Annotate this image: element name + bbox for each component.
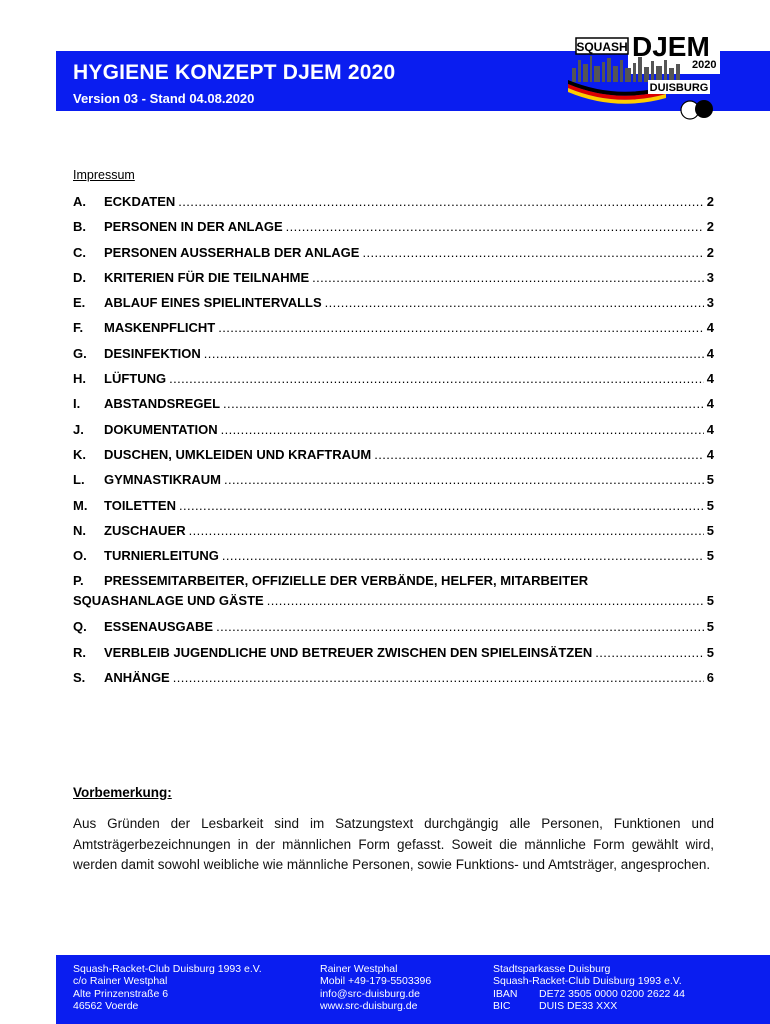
djem-duisburg-logo xyxy=(566,30,720,120)
toc-entry[interactable]: P. PRESSEMITARBEITER, OFFIZIELLE DER VERBÄNDE, HELFER, MITARBEITER SQUASHANLAGE UND GÄSTE ..... 5 xyxy=(73,573,714,613)
toc-entry[interactable]: O. TURNIERLEITUNG ..... 5 xyxy=(73,548,714,573)
svg-text:SQUASH: SQUASH xyxy=(576,40,628,54)
toc-entry[interactable]: E. ABLAUF EINES SPIELINTERVALLS ..... 3 xyxy=(73,295,714,320)
toc-entry[interactable]: M. TOILETTEN ..... 5 xyxy=(73,498,714,523)
toc-entry[interactable]: J. DOKUMENTATION ..... 4 xyxy=(73,422,714,447)
footer-club-address: Squash-Racket-Club Duisburg 1993 e.V. c/o Rainer Westphal Alte Prinzenstraße 6 46562 Voerde xyxy=(73,963,262,1013)
toc-entry[interactable]: K. DUSCHEN, UMKLEIDEN UND KRAFTRAUM ..... 4 xyxy=(73,447,714,472)
toc-entry[interactable]: S. ANHÄNGE ..... 6 xyxy=(73,670,714,695)
footer-email-link[interactable]: info@src-duisburg.de xyxy=(320,987,420,1000)
footer-banner xyxy=(56,955,770,1024)
footer-website-link[interactable]: www.src-duisburg.de xyxy=(320,1000,418,1013)
footer-contact: Rainer Westphal Mobil +49-179-5503396 info@src-duisburg.de www.src-duisburg.de xyxy=(320,963,432,1013)
table-of-contents xyxy=(73,194,714,695)
svg-text:DUISBURG: DUISBURG xyxy=(649,82,709,94)
toc-entry[interactable]: I. ABSTANDSREGEL ..... 4 xyxy=(73,396,714,421)
toc-entry[interactable]: L. GYMNASTIKRAUM ..... 5 xyxy=(73,472,714,497)
toc-entry[interactable]: H. LÜFTUNG ..... 4 xyxy=(73,371,714,396)
toc-entry[interactable]: N. ZUSCHAUER ..... 5 xyxy=(73,523,714,548)
document-version: Version 03 - Stand 04.08.2020 xyxy=(73,91,255,106)
impressum-link[interactable]: Impressum xyxy=(73,168,135,182)
toc-entry[interactable]: D. KRITERIEN FÜR DIE TEILNAHME ..... 3 xyxy=(73,270,714,295)
svg-text:DJEM: DJEM xyxy=(632,31,710,62)
toc-entry[interactable]: C. PERSONEN AUSSERHALB DER ANLAGE ..... 2 xyxy=(73,245,714,270)
toc-entry[interactable]: R. VERBLEIB JUGENDLICHE UND BETREUER ZWISCHEN DEN SPIELEINSÄTZEN ..... 5 xyxy=(73,645,714,670)
toc-entry[interactable]: Q. ESSENAUSGABE ..... 5 xyxy=(73,619,714,644)
document-title: HYGIENE KONZEPT DJEM 2020 xyxy=(73,61,396,84)
toc-entry[interactable]: F. MASKENPFLICHT ..... 4 xyxy=(73,320,714,345)
toc-entry[interactable]: G. DESINFEKTION ..... 4 xyxy=(73,346,714,371)
vorbemerkung-heading: Vorbemerkung: xyxy=(73,785,172,800)
footer-bank-details: Stadtsparkasse Duisburg Squash-Racket-Club Duisburg 1993 e.V. IBAN DE72 3505 0000 0200 2622 44 BIC DUIS DE33 XXX xyxy=(493,963,685,1013)
toc-entry[interactable]: B. PERSONEN IN DER ANLAGE ..... 2 xyxy=(73,219,714,244)
toc-entry[interactable]: A. ECKDATEN ..... 2 xyxy=(73,194,714,219)
svg-text:2020: 2020 xyxy=(692,59,717,71)
vorbemerkung-text: Aus Gründen der Lesbarkeit sind im Satzungstext durchgängig alle Personen, Funktionen und Amtsträgerbezeichnungen in der männlichen Form gefasst. Soweit die männliche Form gewählt wird, werden damit sowohl weibliche wie männliche Personen, sowie Funktions- und Amtsträger, angesprochen. xyxy=(73,816,714,872)
